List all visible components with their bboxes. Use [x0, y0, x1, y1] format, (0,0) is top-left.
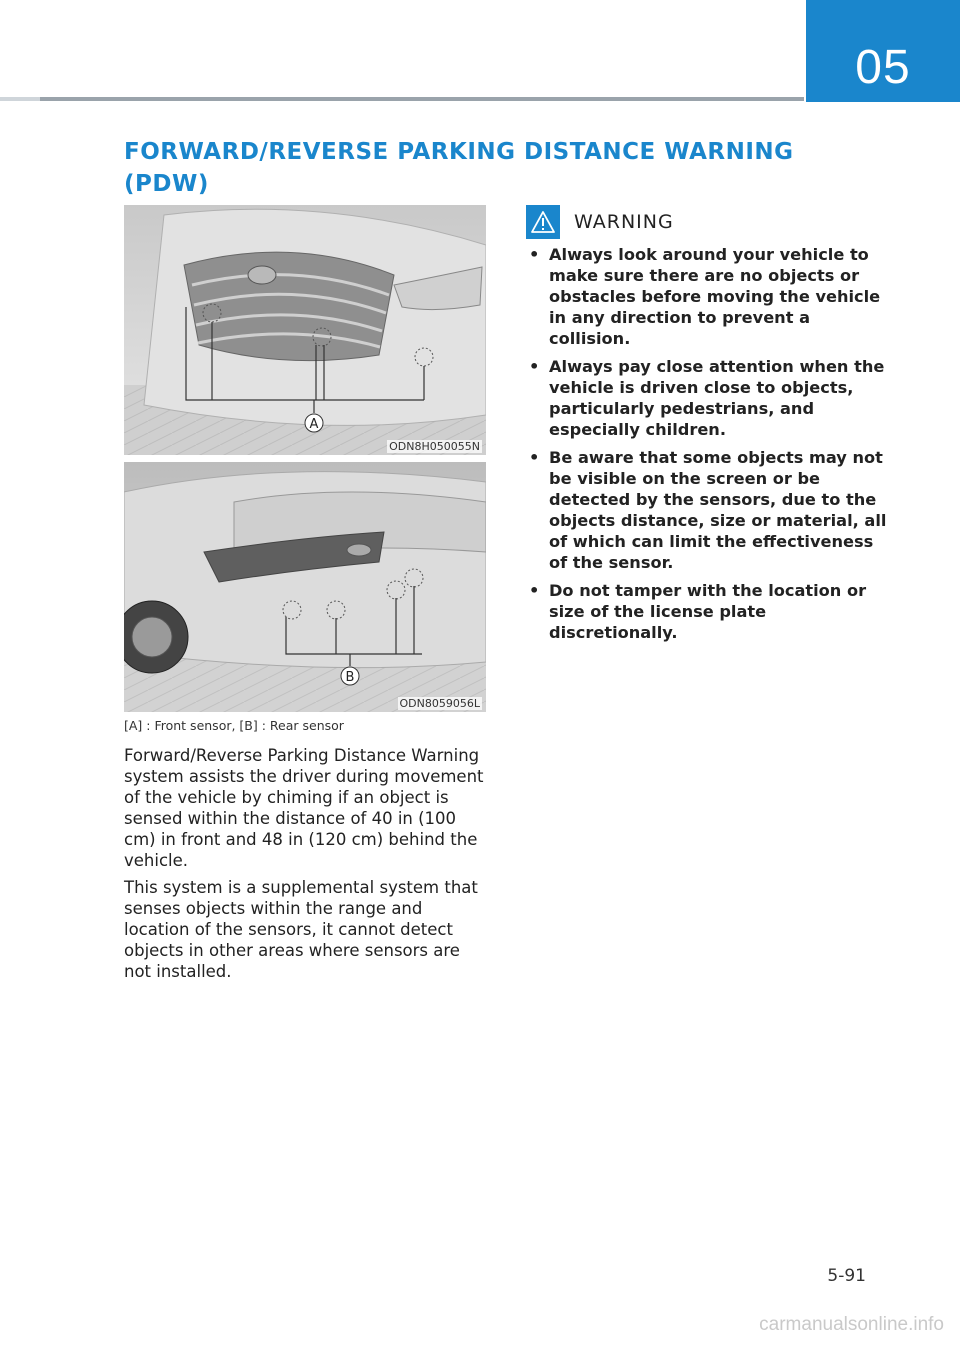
- warning-label: WARNING: [574, 211, 674, 233]
- bullet: •: [529, 448, 540, 467]
- front-sensor-figure: [124, 205, 486, 455]
- warning-triangle-icon: [526, 205, 560, 239]
- figure-code: ODN8H050055N: [389, 440, 480, 453]
- warning-item: [526, 356, 892, 440]
- front-bumper-illustration: [124, 205, 486, 455]
- paragraph: Forward/Reverse Parking Distance Warning system assists the driver during movement of the vehicle by chiming if an object is sensed within the distance of 40 in (100 cm) in front and 48 in (120 cm) behind the vehicle.: [124, 746, 484, 870]
- bullet: •: [529, 581, 540, 600]
- rear-sensor-label: B: [345, 670, 355, 685]
- section-title-line1: FORWARD/REVERSE PARKING DISTANCE WARNING (PDW): [124, 139, 794, 197]
- warning-item: [526, 580, 892, 643]
- watermark: carmanualsonline.info: [759, 1314, 944, 1335]
- rear-sensor-figure: [124, 462, 486, 712]
- bullet: •: [529, 357, 540, 376]
- chapter-tab: [806, 0, 960, 102]
- paragraph: This system is a supplemental system that senses objects within the range and location of the sensors, it cannot detect objects in other areas where sensors are not installed.: [124, 878, 478, 981]
- header-rule: [0, 97, 804, 101]
- front-sensor-label: A: [309, 417, 319, 432]
- warning-item-text: Be aware that some objects may not be visible on the screen or be detected by the sensors, due to the objects distance, size or material, all of which can limit the effectiveness of the sensor.: [549, 448, 887, 572]
- header-rule-accent: [0, 97, 40, 101]
- warning-item: [526, 244, 892, 349]
- warning-item-text: Do not tamper with the location or size of the license plate discretionally.: [549, 581, 867, 642]
- warning-item-text: Always pay close attention when the vehicle is driven close to objects, particularly pedestrians, and especially children.: [549, 357, 885, 439]
- page-number: 5-91: [827, 1266, 866, 1286]
- warning-heading: [526, 205, 674, 239]
- warning-item: [526, 447, 892, 573]
- chapter-number: 05: [855, 41, 911, 94]
- warning-item-text: Always look around your vehicle to make sure there are no objects or obstacles before moving the vehicle in any direction to prevent a collision.: [549, 245, 881, 348]
- figure-caption: [A] : Front sensor, [B] : Rear sensor: [124, 718, 344, 733]
- warning-list: [526, 244, 892, 650]
- rear-bumper-illustration: [124, 462, 486, 712]
- bullet: •: [529, 245, 540, 264]
- figure-code: ODN8059056L: [399, 697, 480, 710]
